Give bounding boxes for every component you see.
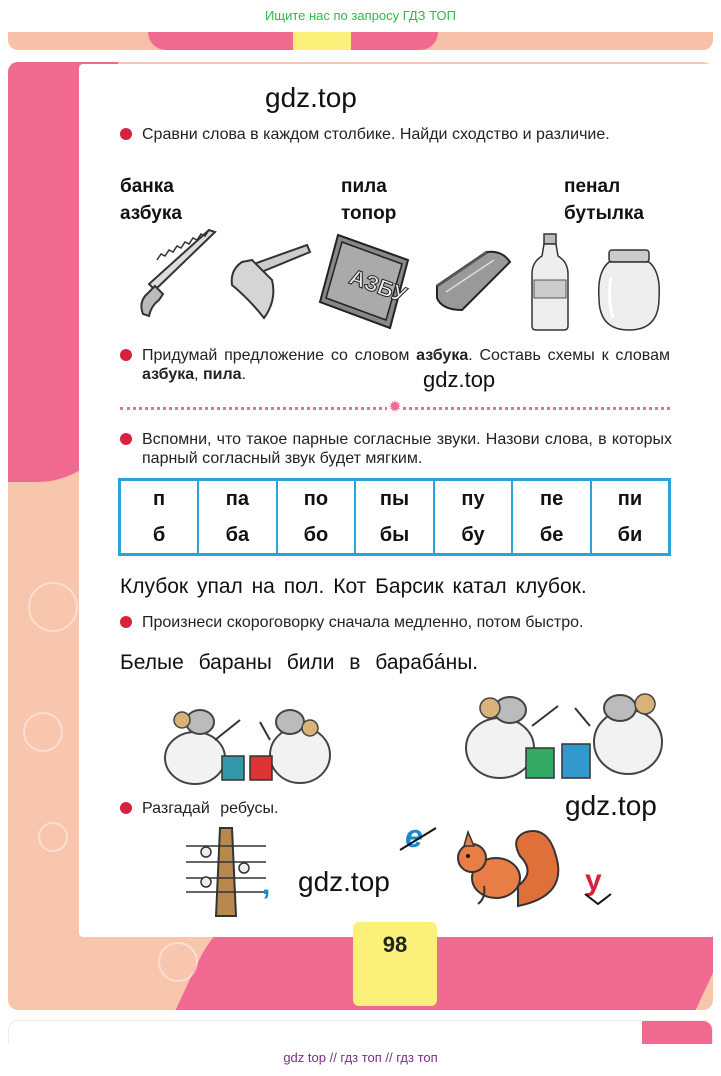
telegraph-pole-icon [186,826,266,918]
tongue-twister: Белые бараны били в барабáны. [120,651,479,674]
rebus-crossed-letter: е [405,818,423,854]
watermark: gdz.top [423,367,496,392]
alphabet-book-icon [318,230,413,330]
word: банка [120,176,174,197]
sheep-drummers-icon [160,700,340,790]
word: азбука [120,203,182,224]
syllable-cell: пу бу [434,480,513,555]
task1-text: Сравни слова в каждом столбике. Найди сходство и различие. [142,126,610,143]
syllable-cell: по бо [277,480,356,555]
top-banner[interactable]: Ищите нас по запросу ГДЗ ТОП [265,8,456,23]
syllable-cell: п б [152,488,166,546]
axe-icon [222,240,312,320]
arrow-down-icon [583,892,613,906]
watermark: gdz.top [298,866,390,897]
task5-text: Разгадай ребусы. [142,800,279,817]
sheep-drummers-icon [460,686,670,786]
page-number: 98 [353,922,437,1006]
task2-text: Придумай предложение со словом азбука. Составь схемы к словам азбука, пила. [142,347,670,383]
watermark: gdz.top [265,82,357,113]
jar-icon [597,248,661,333]
word: пила [341,176,387,197]
watermark: gdz.top [565,790,657,821]
word: бутылка [564,203,644,224]
svg-text:АЗБУ: АЗБУ [346,263,410,308]
rebus-letter: у [585,864,602,897]
task4-text: Произнеси скороговорку сначала медленно, потом быстро. [142,614,584,631]
strike-line [398,826,438,852]
task3-text: Вспомни, что такое парные согласные звуки. Назови слова, в которых парный согласный звук будет мягким. [142,431,672,467]
syllable-cell: па ба [198,480,277,555]
bullet-dot [120,128,132,140]
word: топор [341,203,397,224]
sun-icon: ✹ [388,399,402,416]
bullet-dot [120,433,132,445]
squirrel-icon [448,826,563,911]
bullet-dot [120,349,132,361]
sentence: Клубок упал на пол. Кот Барсик катал клубок. [120,575,587,598]
bottom-banner[interactable]: gdz top // гдз топ // гдз топ [0,1044,721,1076]
syllable-cell: пы бы [355,480,434,555]
bullet-dot [120,802,132,814]
word: пенал [564,176,621,197]
bullet-dot [120,616,132,628]
bottle-icon [530,232,570,332]
rebus-comma: , [262,868,271,901]
syllable-cell: пи би [591,480,670,555]
saw-icon [135,230,220,320]
syllable-table [118,478,671,556]
pencil-case-icon [432,248,514,313]
syllable-cell: пе бе [512,480,591,555]
previous-page-strip [8,32,713,50]
